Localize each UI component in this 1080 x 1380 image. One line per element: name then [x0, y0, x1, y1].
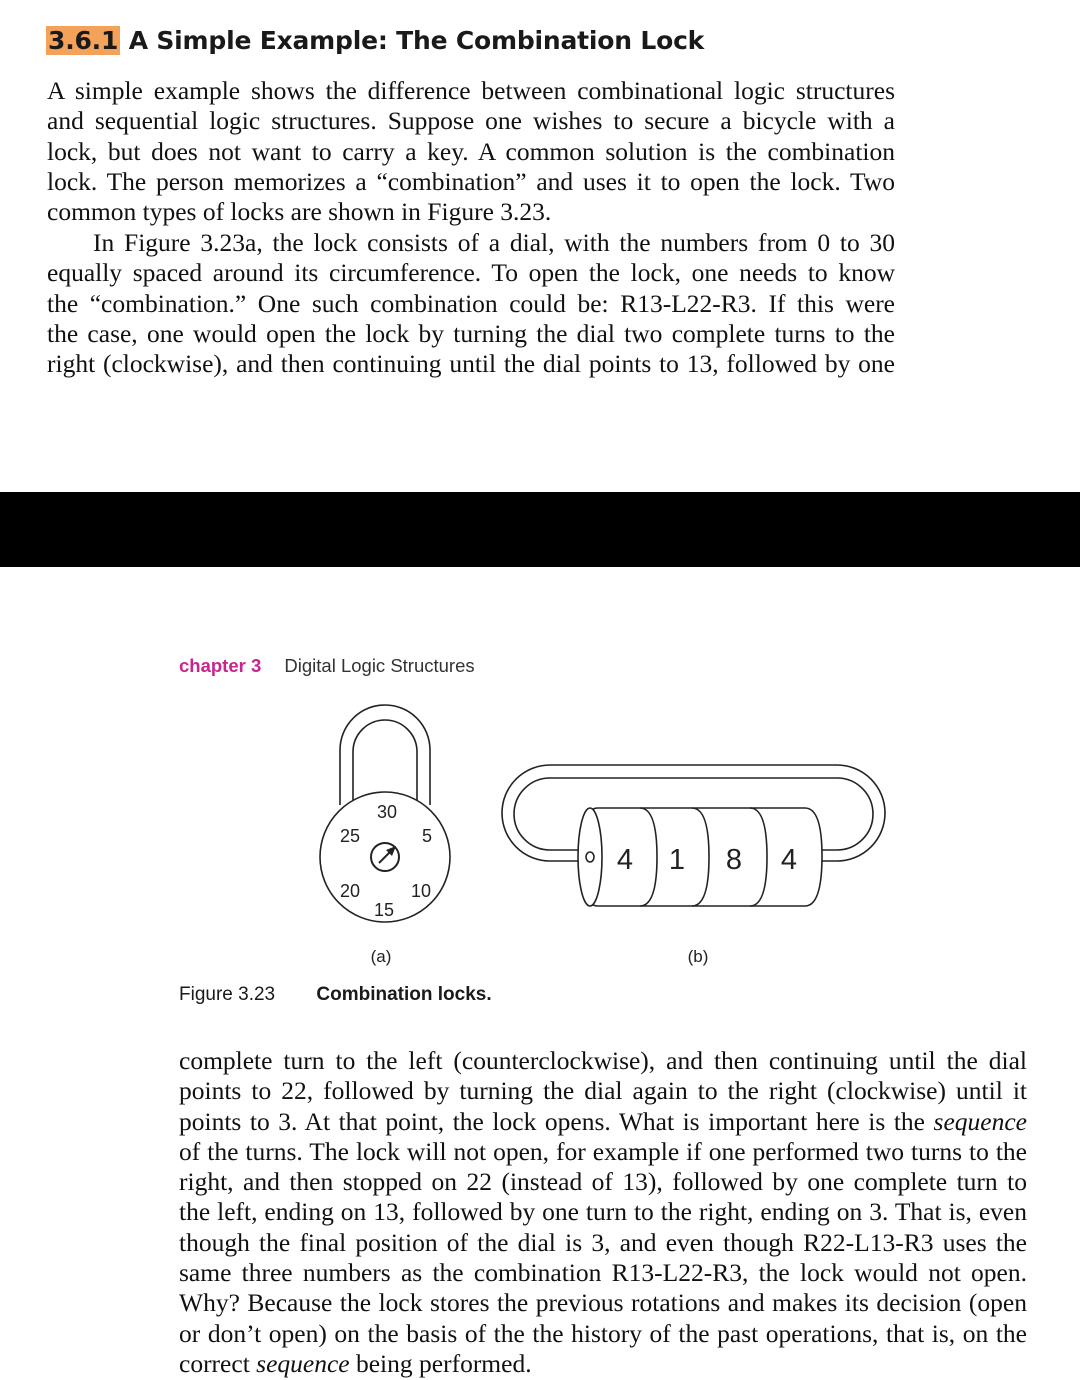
paragraph-line: points to 22, followed by turning the dial again to the right (clockwise) until it	[179, 1076, 1027, 1106]
dial-number: 30	[376, 802, 398, 822]
section-title: A Simple Example: The Combination Lock	[128, 26, 705, 55]
paragraph-line: In Figure 3.23a, the lock consists of a dial, with the numbers from 0 to 30	[93, 228, 895, 257]
dial-number: 20	[339, 881, 361, 901]
subfigure-label-a: (a)	[370, 947, 392, 966]
dial-number: 10	[410, 881, 432, 901]
paragraph-1	[47, 76, 895, 227]
paragraph-line	[179, 1349, 1027, 1379]
wheel-digit: 8	[725, 844, 743, 876]
paragraph-line: the case, one would open the lock by turning the dial two complete turns to the	[47, 318, 895, 348]
running-head-chapter: chapter 3	[179, 655, 262, 676]
padlock-shackle	[340, 705, 430, 805]
section-number: 3.6.1	[48, 26, 119, 55]
paragraph-line: Why? Because the lock stores the previous rotations and makes its decision (open	[179, 1288, 1027, 1318]
paragraph-3	[179, 1046, 1027, 1379]
paragraph-line: of the turns. The lock will not open, for example if one performed two turns to the	[179, 1136, 1027, 1166]
paragraph-line: common types of locks are shown in Figure 3.23.	[47, 197, 552, 227]
paragraph-line: or don’t open) on the basis of the the history of the past operations, that is, on the	[179, 1318, 1027, 1348]
paragraph-line: right (clockwise), and then continuing until the dial points to 13, followed by one	[47, 349, 895, 379]
page-separator-band	[0, 492, 1080, 567]
emphasis-sequence: sequence	[933, 1106, 1027, 1136]
paragraph-line: equally spaced around its circumference. To open the lock, one needs to know	[47, 258, 895, 288]
paragraph-line	[179, 1107, 1027, 1137]
figure-caption	[179, 984, 492, 1006]
paragraph-2	[47, 228, 895, 379]
dial-number: 5	[421, 826, 433, 846]
figure-caption-label: Figure 3.23	[179, 984, 276, 1005]
subfigure-label-b: (b)	[687, 947, 709, 966]
dial-number: 15	[373, 900, 395, 920]
running-head	[179, 655, 475, 677]
emphasis-sequence: sequence	[256, 1348, 350, 1378]
paragraph-line: A simple example shows the difference between combinational logic structures	[47, 76, 895, 105]
paragraph-line: the left, ending on 13, followed by one turn to the right, ending on 3. That is, even	[179, 1197, 1027, 1227]
wheel-digit: 4	[616, 844, 634, 876]
paragraph-line: right, and then stopped on 22 (instead of 13), followed by one complete turn to	[179, 1167, 1027, 1197]
line-segment: being performed.	[349, 1348, 532, 1378]
running-head-title: Digital Logic Structures	[284, 655, 475, 676]
paragraph-line: same three numbers as the combination R13-L22-R3, the lock would not open.	[179, 1258, 1027, 1288]
paragraph-line: the “combination.” One such combination could be: R13-L22-R3. If this were	[47, 288, 895, 318]
line-segment: points to 3. At that point, the lock opens. What is important here is the	[179, 1106, 934, 1136]
paragraph-line: lock. The person memorizes a “combination” and uses it to open the lock. Two	[47, 166, 895, 196]
paragraph-line: complete turn to the left (counterclockwise), and then continuing until the dial	[179, 1046, 1027, 1075]
section-heading	[46, 26, 704, 55]
paragraph-line: and sequential logic structures. Suppose one wishes to secure a bicycle with a	[47, 106, 895, 136]
line-segment: correct	[179, 1348, 257, 1378]
wheel-digit: 1	[668, 844, 686, 876]
wheel-digit: 4	[780, 844, 798, 876]
figure-caption-text: Combination locks.	[316, 984, 492, 1005]
figure-combination-locks	[300, 700, 900, 980]
dial-number: 25	[339, 826, 361, 846]
paragraph-line: lock, but does not want to carry a key. A common solution is the combination	[47, 136, 895, 166]
paragraph-line: though the final position of the dial is 3, and even though R22-L13-R3 uses the	[179, 1227, 1027, 1257]
